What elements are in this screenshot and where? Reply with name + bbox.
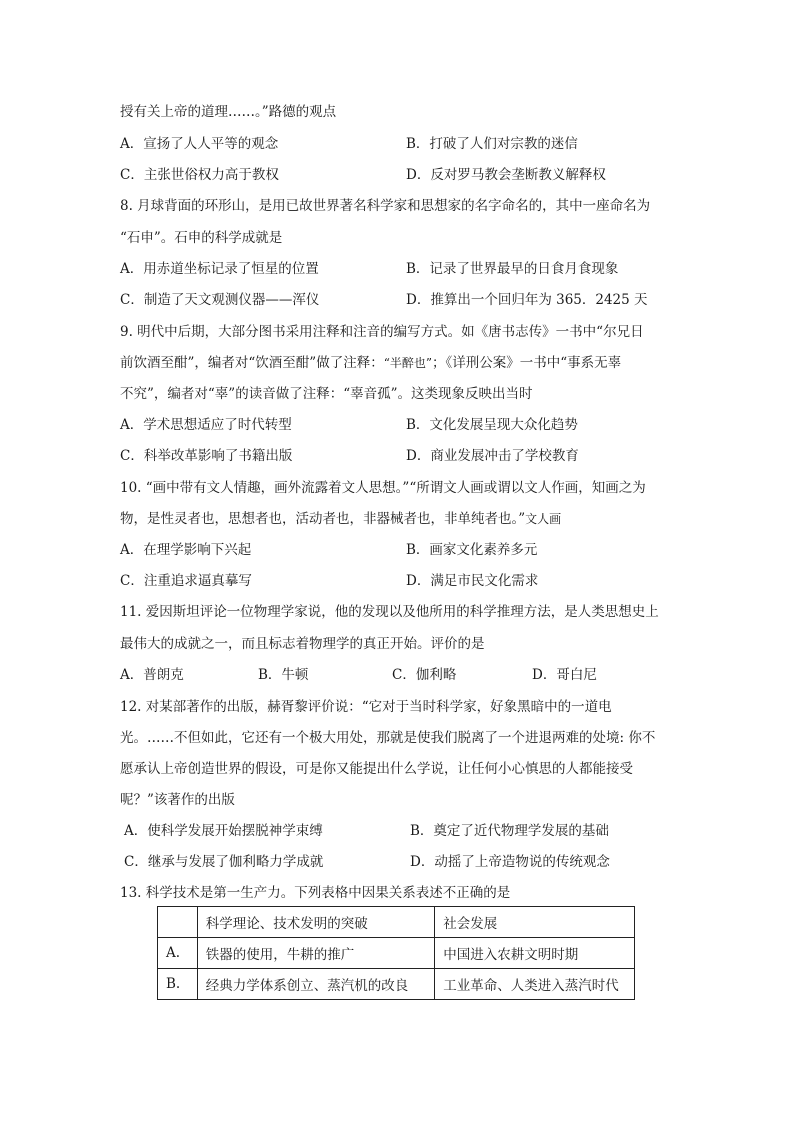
table-cell: 铁器的使用，牛耕的推广 [197,938,435,969]
table-header-row [158,907,635,938]
q9-stem-line2-part3: ；《详刑公案》一书中“事系无辜 [432,355,622,371]
q9-option-a[interactable]: A．学术思想适应了时代转型 [120,417,292,433]
q12-stem-line4: 呢？”该著作的出版 [120,792,235,808]
q7-option-a[interactable]: A．宣扬了人人平等的观念 [120,136,279,152]
q10-stem-line2-quote: 物，是性灵者也，思想者也，活动者也，非器械者也，非单纯者也。” [120,511,526,527]
q12-option-a[interactable]: A．使科学发展开始摆脱神学束缚 [124,823,323,839]
q12-option-b[interactable]: B．奠定了近代物理学发展的基础 [410,823,609,839]
q11-stem-line1: 11. 爱因斯坦评论一位物理学家说，他的发现以及他所用的科学推理方法，是人类思想史上 [120,604,659,620]
q8-stem-line1: 8. 月球背面的环形山，是用已故世界著名科学家和思想家的名字命名的，其中一座命名为 [120,198,651,214]
q12-option-c[interactable]: C．继承与发展了伽利略力学成就 [124,854,324,870]
q10-stem-line2 [120,509,561,529]
q8-stem-line2: “石申”。石申的科学成就是 [120,230,283,246]
q8-option-a[interactable]: A．用赤道坐标记录了恒星的位置 [120,261,319,277]
q9-stem-line1: 9. 明代中后期，大部分图书采用注释和注音的编写方式。如《唐书志传》一书中“尔兄日 [120,324,644,340]
q11-option-a[interactable]: A．普朗克 [120,667,184,683]
q10-option-d[interactable]: D．满足市民文化需求 [406,573,539,589]
table-cell: B. [158,969,198,1000]
q7-option-c[interactable]: C．主张世俗权力高于教权 [120,167,279,183]
q11-option-d[interactable]: D．哥白尼 [532,667,597,683]
q11-option-c[interactable]: C．伽利略 [392,667,457,683]
q11-option-b[interactable]: B．牛顿 [258,667,309,683]
q8-option-d[interactable]: D．推算出一个回归年为 365．2425 天 [406,292,648,308]
table-cell: 中国进入农耕文明时期 [435,938,635,969]
q9-stem-line2-annotation: “半醉也” [383,356,432,370]
q8-option-b[interactable]: B．记录了世界最早的日食月食现象 [406,261,619,277]
q12-stem-line3: 愿承认上帝创造世界的假设，可是你又能提出什么学说，让任何小心慎思的人都能接受 [120,761,633,777]
table-row [158,938,635,969]
q7-stem-tail: 授有关上帝的道理……。”路德的观点 [120,104,337,120]
table-header-cell: 社会发展 [435,907,635,938]
q11-stem-line2: 最伟大的成就之一，而且标志着物理学的真正开始。评价的是 [120,636,485,652]
q10-stem-line2-subject: 文人画 [525,512,562,526]
table-header-cell [158,907,198,938]
q10-stem-line1: 10. “画中带有文人情趣，画外流露着文人思想。”“所谓文人画或谓以文人作画，知画之为 [120,480,646,496]
q9-option-d[interactable]: D．商业发展冲击了学校教育 [406,448,579,464]
table-row [158,969,635,1000]
q9-option-b[interactable]: B．文化发展呈现大众化趋势 [406,417,578,433]
q9-stem-line2-part1: 前饮酒至酣”，编者对“饮酒至酣”做了注释： [120,355,384,371]
q10-option-b[interactable]: B．画家文化素养多元 [406,542,538,558]
q13-stem: 13. 科学技术是第一生产力。下列表格中因果关系表述不正确的是 [120,885,511,901]
q9-stem-line2 [120,353,621,373]
q12-stem-line2: 光。……不但如此，它还有一个极大用处，那就是使我们脱离了一个进退两难的处境: 你不 [120,730,656,746]
q7-option-b[interactable]: B．打破了人们对宗教的迷信 [406,136,578,152]
q9-stem-line3: 不究”，编者对“辜”的读音做了注释：“辜音孤”。这类现象反映出当时 [120,386,533,402]
table-cell: A. [158,938,198,969]
q8-option-c[interactable]: C．制造了天文观测仪器——浑仪 [120,292,320,308]
q12-option-d[interactable]: D．动摇了上帝造物说的传统观念 [410,854,610,870]
q9-option-c[interactable]: C．科举改革影响了书籍出版 [120,448,293,464]
q10-option-c[interactable]: C．注重追求逼真摹写 [120,573,252,589]
q7-option-d[interactable]: D．反对罗马教会垄断教义解释权 [406,167,606,183]
table-cell: 经典力学体系创立、蒸汽机的改良 [197,969,435,1000]
table-cell: 工业革命、人类进入蒸汽时代 [435,969,635,1000]
q10-option-a[interactable]: A．在理学影响下兴起 [120,542,252,558]
q13-table [157,906,635,1000]
table-header-cell: 科学理论、技术发明的突破 [197,907,435,938]
q12-stem-line1: 12. 对某部著作的出版，赫胥黎评价说：“它对于当时科学家，好象黑暗中的一道电 [120,699,612,715]
